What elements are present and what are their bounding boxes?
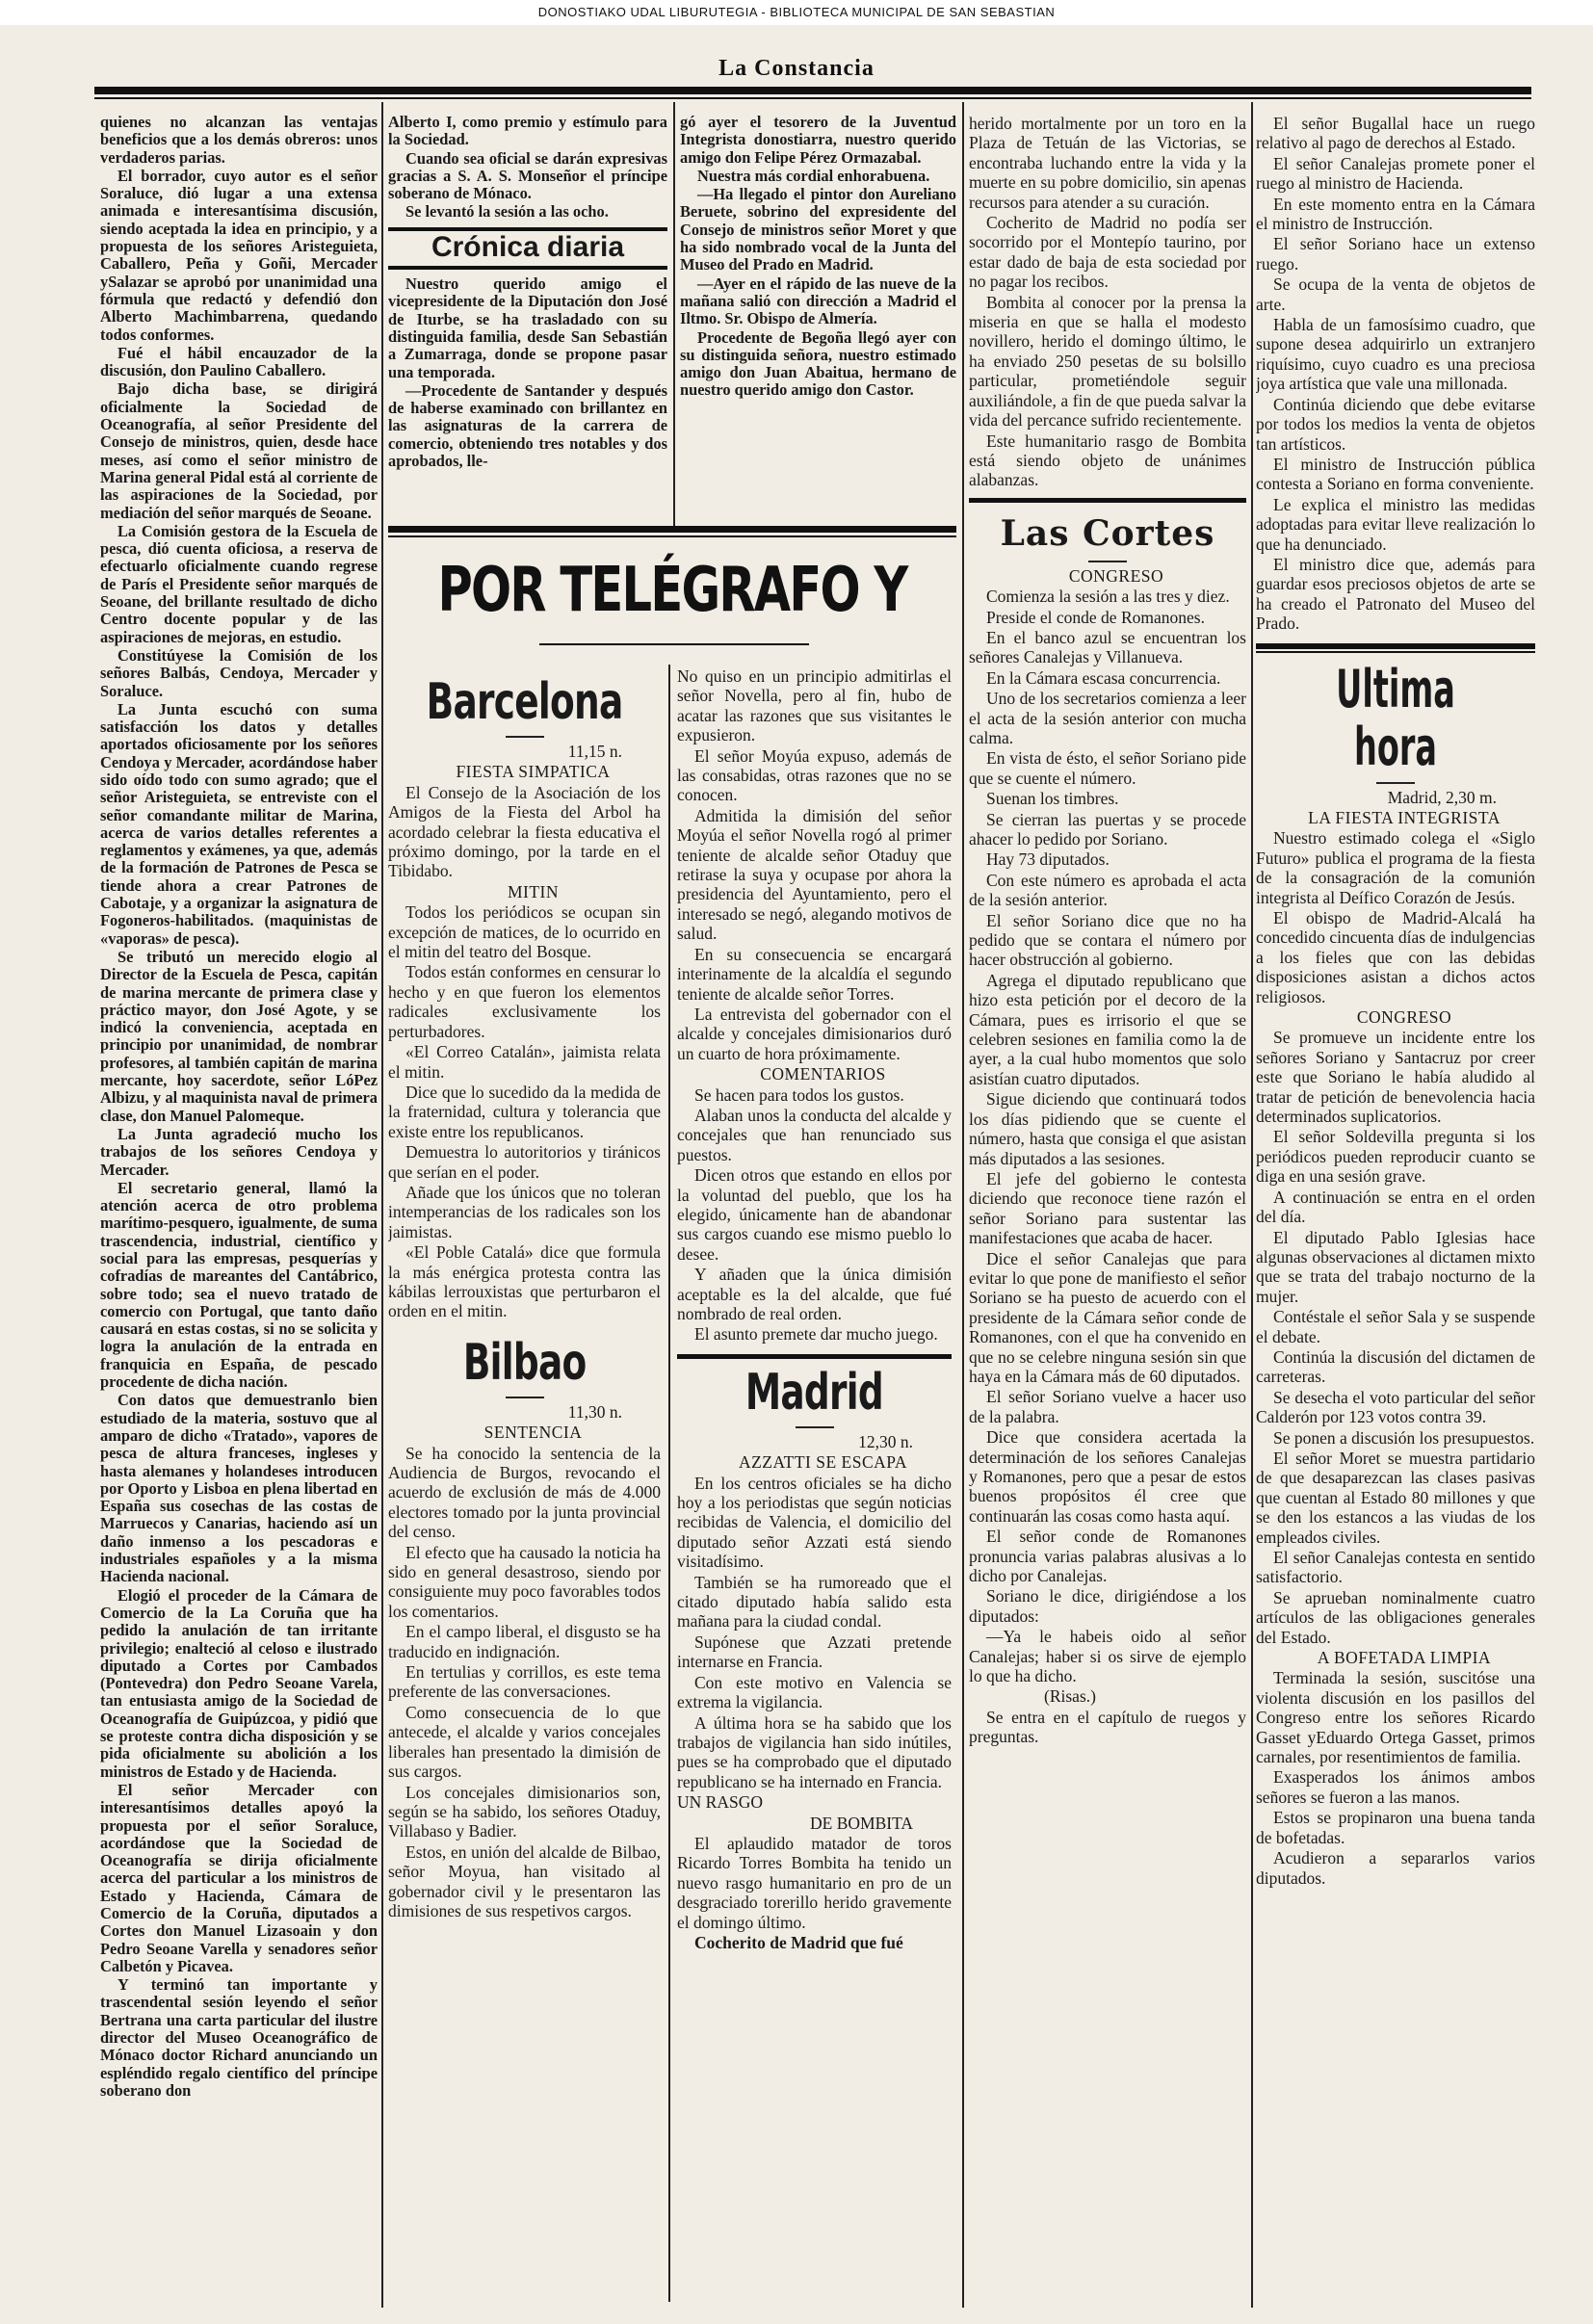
- paragraph: Se cierran las puertas y se procede ahacer lo pedido por Soriano.: [969, 809, 1246, 849]
- paragraph: El señor Soriano vuelve a hacer uso de la palabra.: [969, 1387, 1246, 1426]
- paragraph: Sigue diciendo que continuará todos los días pidiendo que se cuente el número, hasta que consiga el que asistan más diputados a las sesiones.: [969, 1089, 1246, 1168]
- ultima-time: Madrid, 2,30 m.: [1387, 787, 1497, 807]
- paragraph: En los centros oficiales se ha dicho hoy a los periodistas que según noticias recibidas de Valencia, el domicilio del diputado señor Azzati está siendo visitadísimo.: [677, 1473, 952, 1572]
- paragraph: Constitúyese la Comisión de los señores Balbás, Cendoya, Mercader y Soraluce.: [100, 645, 378, 700]
- bilbao-sub1: SENTENCIA: [483, 1423, 583, 1443]
- paragraph: Dicen otros que estando en ellos por la voluntad del pueblo, que los ha elegido, únicamente han de abandonar sus cargos cuando ese mismo pueblo lo desee.: [677, 1165, 952, 1264]
- paragraph: quienes no alcanzan las ventajas beneficios que a los demás obreros: unos verdaderos parias.: [100, 114, 378, 167]
- paragraph: Elogió el proceder de la Cámara de Comercio de la La Coruña que ha pedido la anulación de tan irritante privilegio; enalteció al celoso e ilustrado diputado a Cortes por Cambados (Pontevedra) don Pedro Seoane Varela, tan entusiasta amigo de la Sociedad de Oceanografía de Guipúzcoa, y pidió que se proteste contra dicha disposición y se pida oficialmente su abolición a los ministros de Estado y de Hacienda.: [100, 1585, 378, 1781]
- barcelona-city: Barcelona: [426, 673, 623, 731]
- telegraph-banner: POR TELÉGRAFO Y: [437, 555, 907, 626]
- paragraph: El señor Canalejas promete poner el ruego al ministro de Hacienda.: [1256, 153, 1535, 194]
- paragraph: Con este motivo en Valencia se extrema la vigilancia.: [677, 1672, 952, 1712]
- paragraph: Alaban unos la conducta del alcalde y concejales que han renunciado sus puestos.: [677, 1105, 952, 1164]
- paragraph: herido mortalmente por un toro en la Plaza de Tetuán de las Victorias, se encontraba luchando entre la vida y la muerte en su pobre domicilio, sin apenas recursos para atender a su curación.: [969, 114, 1246, 212]
- bilbao-city: Bilbao: [462, 1333, 587, 1392]
- madrid-sub1: AZZATTI SE ESCAPA: [738, 1452, 908, 1473]
- cronica-title: Crónica diaria: [431, 230, 625, 263]
- paragraph: El señor Soriano dice que no ha pedido que se contara el número por hacer obstrucción al gobierno.: [969, 910, 1246, 970]
- heading-dash: [796, 1426, 834, 1428]
- ultima-hora-title: Ultima hora: [1336, 658, 1455, 777]
- heading-dash: [506, 1397, 544, 1398]
- paragraph: La Comisión gestora de la Escuela de pesca, dió cuenta oficiosa, a reserva de efectuarlo oficialmente cuando regrese de París el Presidente señor marqués de Seoane, del brillante resultado de dicho Centro docente popular y de las aspiraciones de mejoras, en estudio.: [100, 521, 378, 646]
- paragraph: Contéstale el señor Sala y se suspende el debate.: [1256, 1307, 1535, 1346]
- section-rule: [388, 227, 667, 231]
- paragraph: Bajo dicha base, se dirigirá oficialmente la Sociedad de Oceanografía, al señor Presidente del Consejo de ministros, quien, desde hace meses, así como el señor ministro de Marina general Pidal está al corriente de las aspiraciones de la Sociedad, por mediación del señor marqués de Seoane.: [100, 379, 378, 522]
- paragraph: Comienza la sesión a las tres y diez.: [986, 587, 1230, 607]
- paragraph: gó ayer el tesorero de la Juventud Integrista donostiarra, nuestro querido amigo don Felipe Pérez Ormazabal.: [680, 114, 956, 167]
- paragraph: Dice que lo sucedido da la medida de la fraternidad, cultura y tolerancia que existe entre los republicanos.: [388, 1082, 661, 1141]
- paragraph: El diputado Pablo Iglesias hace algunas observaciones al dictamen mixto que se trata del trabajo nocturno de la mujer.: [1256, 1227, 1535, 1306]
- paragraph: El señor Moret se muestra partidario de que desaparezcan las clases pasivas que cuentan al Estado 80 millones y que se den los estancos a las viudas de los empleados civiles.: [1256, 1448, 1535, 1547]
- bilbao-time: 11,30 n.: [567, 1401, 622, 1422]
- paragraph: La entrevista del gobernador con el alcalde y concejales dimisionarios duró un cuarto de hora próximamente.: [677, 1004, 952, 1063]
- paragraph: Todos están conformes en censurar lo hecho y en que fueron los elementos radicales exclusivamente los perturbadores.: [388, 962, 661, 1041]
- paragraph: —Ayer en el rápido de las nueve de la mañana salió con dirección a Madrid el Iltmo. Sr. Obispo de Almería.: [680, 274, 956, 328]
- paragraph: «El Correo Catalán», jaimista relata el mitin.: [388, 1042, 661, 1082]
- paragraph: Dice que considera acertada la determinación de los señores Canalejas y Romanones, pero que a pesar de estos buenos propósitos él cree que continuarán las cosas como hasta aquí.: [969, 1427, 1246, 1526]
- paragraph: Preside el conde de Romanones.: [986, 607, 1205, 627]
- paragraph: Estos se propinaron una buena tanda de bofetadas.: [1256, 1808, 1535, 1847]
- paragraph: El señor Moyúa expuso, además de las consabidas, otras razones que no se conocen.: [677, 745, 952, 805]
- paragraph: El señor Soriano hace un extenso ruego.: [1256, 234, 1535, 274]
- paragraph: Cocherito de Madrid no podía ser socorrido por el Montepío taurino, por estar dado de baja de esta sociedad por no pagar los recibos.: [969, 213, 1246, 292]
- paragraph: El borrador, cuyo autor es el señor Soraluce, dió lugar a una extensa animada e interesantísima discusión, siendo aceptada la idea en principio, y a propuesta de los señores Aristeguieta, Caballero, Peña y Goñi, Mercader ySalazar se aprobó por unanimidad una fórmula que redactó y defendió don Alberto Machimbarrena, quedando todos conformes.: [100, 166, 378, 344]
- paragraph: Fué el hábil encauzador de la discusión, don Paulino Caballero.: [100, 343, 378, 380]
- paragraph: Demuestra lo autoritorios y tiránicos que serían en el poder.: [388, 1142, 661, 1182]
- column-1: [100, 114, 378, 2300]
- ultima-hora-heading: [1256, 658, 1535, 777]
- paragraph: Se ha conocido la sentencia de la Audiencia de Burgos, revocando el acuerdo de exclusión de más de 4.000 electores tomado por la junta provincial del censo.: [388, 1443, 661, 1542]
- paragraph: El efecto que ha causado la noticia ha sido en general desastroso, siendo por consiguiente muy poco favorables todos los comentarios.: [388, 1542, 661, 1621]
- heading-dash: [1376, 782, 1415, 784]
- column-divider: [381, 102, 383, 2308]
- column-divider: [668, 665, 670, 2302]
- paragraph: Se entra en el capítulo de ruegos y preguntas.: [969, 1707, 1246, 1747]
- paragraph: En su consecuencia se encargará interinamente de la alcaldía el segundo teniente de alcalde señor Torres.: [677, 944, 952, 1004]
- madrid-sub2b: DE BOMBITA: [810, 1813, 913, 1833]
- heading-dash: [1088, 561, 1127, 562]
- paragraph: Hay 73 diputados.: [986, 849, 1110, 870]
- paragraph: (Risas.): [1044, 1686, 1096, 1707]
- paragraph: Agrega el diputado republicano que hizo esta petición por el decoro de la Cámara, pues es irrisorio el que se celebren sesiones en familia como la de ayer, a la cual hubo momentos que solo asistían cuatro diputados.: [969, 970, 1246, 1088]
- section-rule: [969, 498, 1246, 503]
- paragraph: Supónese que Azzati pretende internarse en Francia.: [677, 1632, 952, 1672]
- madrid-time: 12,30 n.: [858, 1431, 913, 1451]
- paragraph: Este humanitario rasgo de Bombita está siendo objeto de unánimes alabanzas.: [969, 431, 1246, 490]
- paragraph: Con datos que demuestranlo bien estudiado de la materia, sostuvo que al amparo de dicho «Tratado», vapores de pesca de altura franceses, ingleses y hasta alemanes y holandeses introducen por Oporto y Lisboa en plena libertad en España sus cosechas de las costas de Marruecos y Canarias, haciendo así un daño inmenso a los pescadoras e industriales españoles y a la misma Hacienda nacional.: [100, 1391, 378, 1586]
- section-rule: [1256, 643, 1535, 649]
- paragraph: El señor Mercader con interesantísimos detalles apoyó la propuesta por el señor Soraluce, acordándose que la Sociedad de Oceanografía se dirija oficialmente acerca del particular a los ministros de Estado y Hacienda, Cámara de Comercio de la Coruña, diputados a Cortes don Manuel Lizasoain y don Pedro Seoane Varella y senadores señor Calbetón y Picavea.: [100, 1780, 378, 1975]
- comentarios-sub: COMENTARIOS: [760, 1064, 886, 1084]
- barcelona-sub2: MITIN: [507, 881, 560, 901]
- paragraph: En este momento entra en la Cámara el ministro de Instrucción.: [1256, 194, 1535, 234]
- section-rule-thin: [1256, 651, 1535, 653]
- column-divider: [1251, 102, 1253, 2308]
- banner-rule-thin: [388, 535, 956, 537]
- paragraph: El aplaudido matador de toros Ricardo Torres Bombita ha tenido un nuevo rasgo humanitario en pro de un desgraciado torerillo herido gravemente el domingo último.: [677, 1833, 952, 1932]
- library-header: DONOSTIAKO UDAL LIBURUTEGIA - BIBLIOTECA MUNICIPAL DE SAN SEBASTIAN: [0, 0, 1593, 25]
- paragraph: Se aprueban nominalmente cuatro artículos de las obligaciones generales del Estado.: [1256, 1587, 1535, 1647]
- paragraph: El señor Canalejas contesta en sentido satisfactorio.: [1256, 1548, 1535, 1587]
- bilbao-heading: [388, 1335, 661, 1391]
- paragraph: También se ha rumoreado que el citado diputado había salido esta mañana para la ciudad condal.: [677, 1572, 952, 1632]
- top-rule-thin: [94, 97, 1531, 99]
- paragraph: Continúa la discusión del dictamen de carreteras.: [1256, 1346, 1535, 1387]
- paragraph: A continuación se entra en el orden del día.: [1256, 1187, 1535, 1227]
- paragraph: El obispo de Madrid-Alcalá ha concedido cincuenta días de indulgencias a los fieles que con las debidas disposiciones asistan a dichos actos religiosos.: [1256, 908, 1535, 1006]
- heading-dash: [506, 736, 544, 738]
- paragraph: La Junta agradeció mucho los trabajos de los señores Cendoya y Mercader.: [100, 1124, 378, 1179]
- paragraph: —Procedente de Santander y después de haberse examinado con brillantez en las asignaturas de la carrera de comercio, obteniendo tres notables y dos aprobados, lle-: [388, 380, 667, 471]
- paragraph: Como consecuencia de lo que antecede, el alcalde y varios concejales liberales han presentado la dimisión de sus cargos.: [388, 1702, 661, 1782]
- paragraph: Bombita al conocer por la prensa la miseria en que se halla el modesto novillero, herido el domingo último, le ha enviado 250 pesetas de su bolsillo particular, prometiéndole seguir auxiliándole, a fin de que pueda salvar la vida del percance sufrido recientemente.: [969, 292, 1246, 431]
- column-2-top: [388, 114, 667, 537]
- paragraph: A última hora se ha sabido que los trabajos de vigilancia han sido inútiles, pues se ha comprobado que el diputado republicano se ha internado en Francia.: [677, 1712, 952, 1791]
- section-rule: [388, 266, 667, 270]
- madrid-city: Madrid: [744, 1363, 884, 1422]
- paragraph: Acudieron a separarlos varios diputados.: [1256, 1848, 1535, 1888]
- paragraph: En vista de ésto, el señor Soriano pide que se cuente el número.: [969, 748, 1246, 788]
- barcelona-time: 11,15 n.: [567, 742, 622, 761]
- barcelona-heading: [388, 674, 661, 730]
- paragraph: —Ya le habeis oido al señor Canalejas; haber si os sirve de ejemplo lo que ha dicho.: [969, 1627, 1246, 1686]
- paragraph: Se desecha el voto particular del señor Calderón por 123 votos contra 39.: [1256, 1387, 1535, 1427]
- paragraph: Habla de un famosísimo cuadro, que supone desea adquirirlo un extranjero riquísimo, cuyo cuadro es una preciosa joya artística que vale una millonada.: [1256, 315, 1535, 394]
- paragraph: En el campo liberal, el disgusto se ha traducido en indignación.: [388, 1622, 661, 1661]
- paragraph: Se ponen a discusión los presupuestos.: [1273, 1427, 1535, 1448]
- paragraph: No quiso en un principio admitirlas el señor Novella, pero al fin, hubo de acatar las razones que sus visitantes le expusieron.: [677, 666, 952, 745]
- masthead: La Constancia: [718, 56, 875, 81]
- paragraph: Exasperados los ánimos ambos señores se fueron a las manos.: [1256, 1767, 1535, 1807]
- column-divider: [673, 102, 675, 526]
- paragraph: En tertulias y corrillos, es este tema preferente de las conversaciones.: [388, 1662, 661, 1702]
- column-divider: [962, 102, 964, 2308]
- column-3-top: [680, 114, 956, 537]
- paragraph: Procedente de Begoña llegó ayer con su distinguida señora, nuestro estimado amigo don Juan Abaitua, hermano de nuestro querido amigo don Castor.: [680, 327, 956, 400]
- barcelona-sub1: FIESTA SIMPATICA: [456, 762, 611, 782]
- paragraph: «El Poble Catalá» dice que formula la más enérgica protesta contra las kábilas lerrouxistas que perturbaron el orden en el mitin.: [388, 1242, 661, 1321]
- paragraph: Estos, en unión del alcalde de Bilbao, señor Moyua, han visitado al gobernador civil y le presentaron las dimisiones de sus respetivos cargos.: [388, 1841, 661, 1920]
- cortes-title: Las Cortes: [1000, 512, 1215, 554]
- paragraph: La Junta escuchó con suma satisfacción los datos y detalles aportados oficiosamente por los señores Cendoya y Mercader, acordándose haber sido oído todo con sumo agrado; que el señor Aristeguieta, se entreviste con el señor comandante militar de Marina, acerca de varios detalles referentes a reglamentos y exámenes, ya que, además de la formación de Patrones de Pesca se tiende ahora a crear Patrones de Cabotaje, y a organizar la asignatura de Fogoneros-habilitados. (maquinistas de «vaporas» de pesca).: [100, 699, 378, 948]
- paragraph: El señor Bugallal hace un ruego relativo al pago de derechos al Estado.: [1256, 114, 1535, 153]
- column-2-news: [388, 666, 661, 2304]
- paragraph: Se hacen para todos los gustos.: [694, 1084, 904, 1105]
- paragraph: Se tributó un merecido elogio al Director de la Escuela de Pesca, capitán de marina mercante de primera clase y práctico mayor, don José Agote, y se indicó la conveniencia, aceptada en principio por unanimidad, de nombrar profesores, al también capitán de marina mercante, hoy sacerdote, señor LóPez Albizu, y al maquinista naval de primera clase, don Manuel Palomeque.: [100, 947, 378, 1125]
- paragraph: Alberto I, como premio y estímulo para la Sociedad.: [388, 114, 667, 149]
- paragraph: El Consejo de la Asociación de los Amigos de la Fiesta del Arbol ha acordado celebrar la fiesta educativa el próximo domingo, por la tarde en el Tibidabo.: [388, 782, 661, 881]
- section-rule: [677, 1354, 952, 1359]
- paragraph: El señor conde de Romanones pronuncia varias palabras alusivas a lo dicho por Canalejas.: [969, 1527, 1246, 1586]
- paragraph: Cocherito de Madrid que fué: [694, 1932, 903, 1952]
- column-5: [1256, 114, 1535, 2300]
- paragraph: Continúa diciendo que debe evitarse por todos los medios la venta de objetos tan artísticos.: [1256, 394, 1535, 454]
- madrid-sub2a: UN RASGO: [677, 1792, 763, 1813]
- paragraph: En el banco azul se encuentran los señores Canalejas y Villanueva.: [969, 627, 1246, 667]
- ultima-sub2: CONGRESO: [1356, 1007, 1452, 1028]
- paragraph: El asunto premete dar mucho juego.: [694, 1324, 938, 1345]
- paragraph: El ministro dice que, además para guardar esos preciosos objetos de arte se ha creado el Patronato del Museo del Prado.: [1256, 554, 1535, 634]
- paragraph: En la Cámara escasa concurrencia.: [986, 667, 1221, 688]
- column-3-news: [677, 666, 952, 2304]
- paragraph: Suenan los timbres.: [986, 789, 1119, 809]
- paragraph: El secretario general, llamó la atención acerca de otro problema marítimo-pesquero, igualmente, de suma trascendencia, industrial, científico y social para las empresas, pesquerías y cofradías de mareantes del Cantábrico, sobre todo; sea el nuevo tratado de comercio con Portugal, que tanto daño causará en estas costas, si no se solicita y logra la anulación de la entrada en franquicia en España, de pescado procedente de dicha nación.: [100, 1178, 378, 1392]
- top-rule: [94, 87, 1531, 94]
- paragraph: Se levantó la sesión a las ocho.: [405, 202, 609, 222]
- paragraph: Y añaden que la única dimisión aceptable es la del alcalde, que fué nombrado de real orden.: [677, 1265, 952, 1323]
- paragraph: El señor Soldevilla pregunta si los periódicos pueden reproducir cuanto se diga en una sesión grave.: [1256, 1127, 1535, 1187]
- paragraph: Cuando sea oficial se darán expresivas gracias a S. A. S. Monseñor el príncipe soberano de Mónaco.: [388, 148, 667, 203]
- paragraph: Se ocupa de la venta de objetos de arte.: [1256, 274, 1535, 314]
- paragraph: —Ha llegado el pintor don Aureliano Beruete, sobrino del expresidente del Consejo de ministros señor Moret y que ha sido nombrado vocal de la Junta del Museo del Prado en Madrid.: [680, 185, 956, 274]
- paragraph: Todos los periódicos se ocupan sin excepción de matices, de lo ocurrido en el mitin del teatro del Bosque.: [388, 902, 661, 962]
- madrid-heading: [677, 1365, 952, 1421]
- paragraph: Soriano le dice, dirigiéndose a los diputados:: [969, 1586, 1246, 1626]
- banner-rule: [388, 526, 956, 533]
- paragraph: Nuestro querido amigo el vicepresidente de la Diputación don José de Iturbe, se ha trasladado con su distinguida familia, desde San Sebastián a Zumarraga, donde se propone pasar una temporada.: [388, 274, 667, 381]
- paragraph: Le explica el ministro las medidas adoptadas para evitar lleve realización lo que ha denunciado.: [1256, 494, 1535, 554]
- paragraph: Terminada la sesión, suscitóse una violenta discusión en los pasillos del Congreso entre los señores Ricardo Gasset yEduardo Ortega Gasset, primos carnales, por resentimientos de familia.: [1256, 1668, 1535, 1767]
- paragraph: Los concejales dimisionarios son, según se ha sabido, los señores Otaduy, Villabaso y Badier.: [388, 1782, 661, 1841]
- paragraph: Se promueve un incidente entre los señores Soriano y Santacruz por creer este que Soriano le había aludido al tratar de petición de benevolencia hacia determinados suplicatorios.: [1256, 1028, 1535, 1127]
- paragraph: Dice el señor Canalejas que para evitar lo que pone de manifiesto el señor Soriano se ha puesto de acuerdo con el presidente de la Cámara señor conde de Romanones, con el que ha convenido en que no se celebre ninguna sesión sin que haya en la Cámara más de 60 diputados.: [969, 1248, 1246, 1386]
- paragraph: Admitida la dimisión del señor Moyúa el señor Novella rogó al primer teniente de alcalde señor Otaduy que retirase la suya y ocupase por ahora la presidencia del Ayuntamiento, pero el interesado se negó, alegando motivos de salud.: [677, 805, 952, 944]
- congreso-sub: CONGRESO: [1068, 565, 1164, 586]
- banner-underline: [539, 643, 809, 645]
- paragraph: Uno de los secretarios comienza a leer el acta de la sesión anterior con mucha calma.: [969, 689, 1246, 747]
- paragraph: Nuestra más cordial enhorabuena.: [697, 166, 930, 185]
- paragraph: Nuestro estimado colega el «Siglo Futuro» publica el programa de la fiesta de la consagración de la comunión integrista al Deífico Corazón de Jesús.: [1256, 828, 1535, 907]
- ultima-sub1: LA FIESTA INTEGRISTA: [1308, 807, 1501, 827]
- ultima-sub3: A BOFETADA LIMPIA: [1317, 1648, 1492, 1668]
- paragraph: Añade que los únicos que no toleran intemperancias de los radicales son los jaimistas.: [388, 1182, 661, 1241]
- paragraph: El ministro de Instrucción pública contesta a Soriano en forma conveniente.: [1256, 454, 1535, 494]
- column-4: [969, 114, 1246, 2300]
- paragraph: Y terminó tan importante y trascendental sesión leyendo el señor Bertrana una carta particular del ilustre director del Museo Oceanográfico de Mónaco doctor Richard anunciando un espléndido regalo científico del príncipe soberano don: [100, 1975, 378, 2100]
- paragraph: Con este número es aprobada el acta de la sesión anterior.: [969, 870, 1246, 910]
- paragraph: El jefe del gobierno le contesta diciendo que reconoce tiene razón el señor Soriano para sustentar las manifestaciones que acaba de hacer.: [969, 1168, 1246, 1248]
